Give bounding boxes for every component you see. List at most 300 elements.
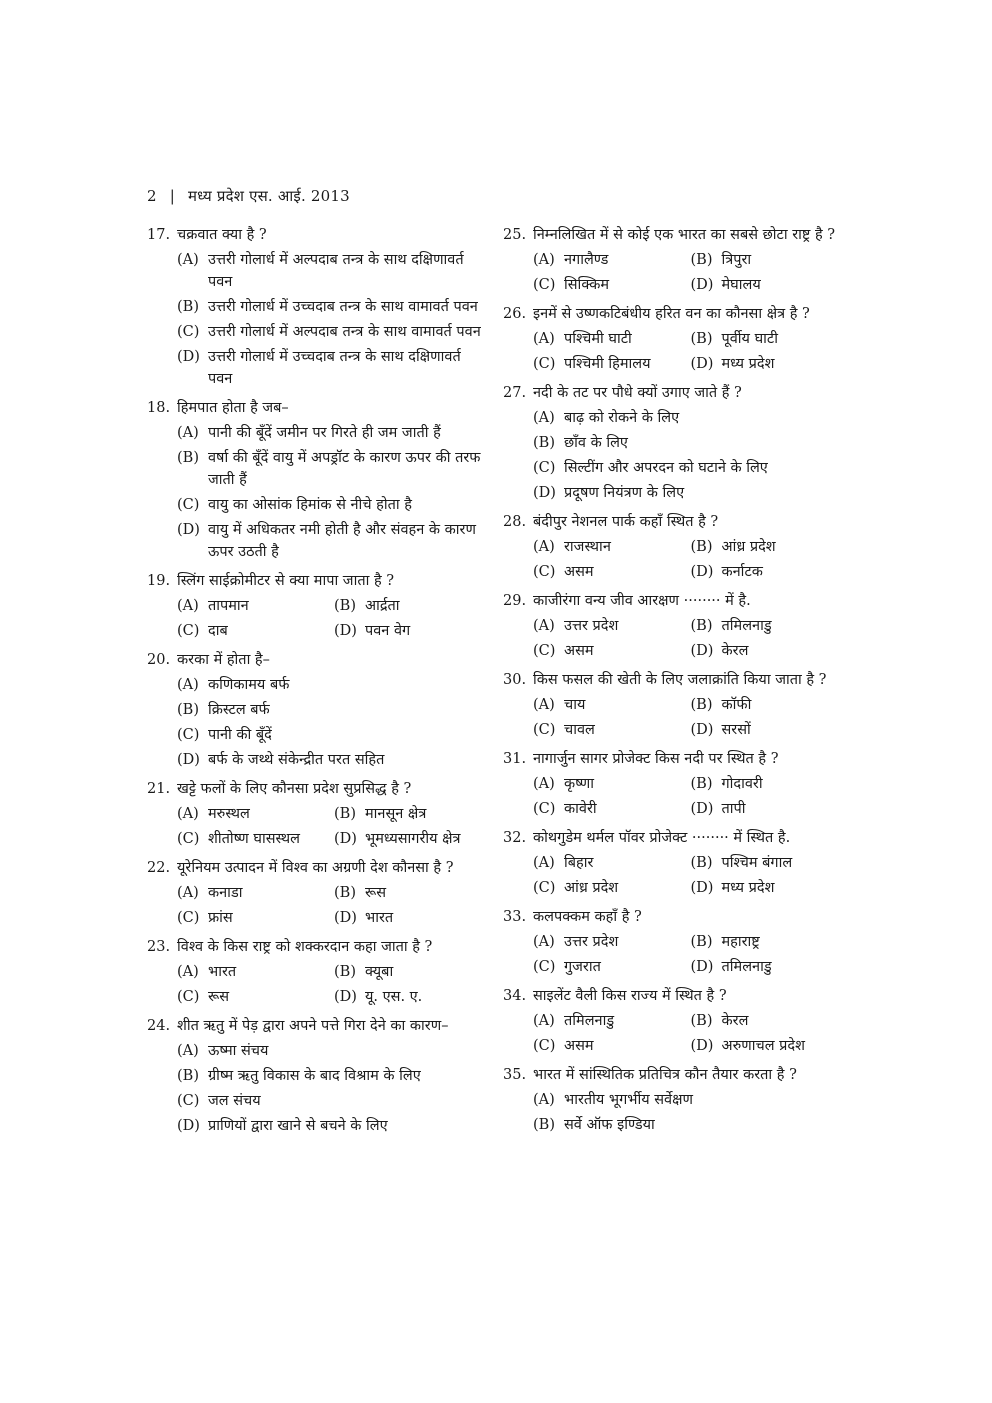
option-label: (D) [690,722,714,738]
option-text: ग्रीष्म ऋतु विकास के बाद विश्राम के लिए [208,1068,421,1084]
answer-option [334,620,489,642]
answer-option [334,986,489,1008]
question-item [147,857,489,929]
option-label: (A) [533,855,555,871]
question-item [503,224,848,296]
question-item [503,1064,848,1136]
option-label: (C) [533,564,556,580]
option-label: (C) [533,1038,556,1054]
option-label: (C) [177,623,200,639]
options-grid [503,1010,848,1057]
option-text: गुजरात [564,959,601,975]
answer-option [691,249,849,271]
option-text: मानसून क्षेत्र [365,806,427,822]
option-label: (A) [533,539,555,555]
answer-option [533,561,691,583]
option-text: उत्तरी गोलार्ध में उच्चदाब तन्त्र के साथ दक्षिणावर्त पवन [208,349,461,387]
options-grid [503,773,848,820]
option-label: (C) [177,831,200,847]
option-label: (C) [533,277,556,293]
answer-option [533,640,691,662]
answer-option [177,620,334,642]
answer-option [147,674,489,696]
option-text: अरुणाचल प्रदेश [721,1038,805,1054]
answer-option [533,536,691,558]
question-text: काजीरंगा वन्य जीव आरक्षण ········ में है. [533,593,751,609]
question-line [503,511,848,533]
option-label: (C) [177,727,200,743]
question-number: 17. [147,227,171,243]
option-text: भारतीय भूगर्भीय सर्वेक्षण [564,1092,693,1108]
option-text: कणिकामय बर्फ [208,677,290,693]
question-text: खट्टे फलों के लिए कौनसा प्रदेश सुप्रसिद्ध है ? [177,781,412,797]
option-label: (B) [334,885,356,901]
answer-option [691,877,849,899]
question-number: 30. [503,672,527,688]
option-text: कृष्णा [564,776,595,792]
option-text: तमिलनाडु [721,618,772,634]
question-number: 18. [147,400,171,416]
option-text: प्रदूषण नियंत्रण के लिए [564,485,685,501]
answer-option [147,422,489,444]
option-label: (B) [177,299,199,315]
option-text: कर्नाटक [721,564,763,580]
options-list [503,1089,848,1136]
option-label: (A) [533,697,555,713]
option-label: (C) [177,989,200,1005]
option-label: (D) [690,277,714,293]
question-number: 32. [503,830,527,846]
option-label: (D) [690,643,714,659]
answer-option [177,907,334,929]
option-text: आंध्र प्रदेश [564,880,619,896]
answer-option [691,798,849,820]
question-number: 25. [503,227,527,243]
option-label: (D) [334,989,357,1005]
question-number: 28. [503,514,527,530]
option-text: महाराष्ट्र [721,934,760,950]
question-line [503,906,848,928]
question-line [503,827,848,849]
answer-option [147,749,489,771]
question-item [503,590,848,662]
option-label: (A) [177,598,199,614]
answer-option [334,828,489,850]
answer-option [691,773,849,795]
answer-option [691,328,849,350]
answer-option [691,694,849,716]
option-text: प्राणियों द्वारा खाने से बचने के लिए [208,1118,388,1134]
answer-option [147,346,489,390]
question-number: 23. [147,939,171,955]
page-number: 2 [147,187,157,205]
option-text: तापी [721,801,746,817]
question-number: 27. [503,385,527,401]
option-label: (C) [177,497,200,513]
answer-option [503,1114,848,1136]
answer-option [334,907,489,929]
answer-option [147,1065,489,1087]
option-label: (B) [690,618,713,634]
question-line [503,1064,848,1086]
option-text: क्रिस्टल बर्फ [208,702,270,718]
options-list [147,422,489,563]
option-text: सरसों [721,722,751,738]
option-text: तमिलनाडु [564,1013,615,1029]
option-label: (D) [690,959,714,975]
options-grid [147,803,489,850]
option-label: (C) [533,959,556,975]
option-label: (B) [533,435,555,451]
option-text: भारत [208,964,237,980]
option-text: असम [564,643,594,659]
question-number: 21. [147,781,171,797]
option-text: केरल [721,643,749,659]
option-text: छाँव के लिए [564,435,628,451]
answer-option [533,852,691,874]
option-label: (C) [533,460,556,476]
answer-option [503,457,848,479]
option-label: (A) [177,806,199,822]
option-label: (A) [533,1013,555,1029]
left-question-column [147,224,489,1144]
option-text: पश्चिमी हिमालय [564,356,651,372]
option-text: पवन वेग [365,623,411,639]
option-text: भारत [365,910,394,926]
question-line [503,382,848,404]
answer-option [147,1090,489,1112]
answer-option [533,798,691,820]
option-label: (C) [177,1093,200,1109]
option-text: मध्य प्रदेश [721,880,775,896]
option-text: पानी की बूँदें जमीन पर गिरते ही जम जाती हैं [208,425,441,441]
answer-option [177,803,334,825]
option-text: फ्रांस [208,910,233,926]
option-text: वर्षा की बूँदें वायु में अपड्रॉट के कारण ऊपर की तरफ जाती हैं [208,450,481,488]
question-item [147,778,489,850]
option-text: बाढ़ को रोकने के लिए [564,410,680,426]
option-label: (D) [177,752,200,768]
option-label: (D) [334,623,357,639]
answer-option [147,1040,489,1062]
option-label: (B) [690,776,713,792]
option-text: भूमध्यसागरीय क्षेत्र [365,831,461,847]
question-number: 29. [503,593,527,609]
options-grid [503,931,848,978]
answer-option [691,852,849,874]
option-label: (A) [177,425,199,441]
question-item [503,827,848,899]
answer-option [334,595,489,617]
option-label: (D) [177,349,200,365]
question-line [503,669,848,691]
option-label: (B) [690,1013,713,1029]
option-label: (B) [690,252,713,268]
document-title: मध्य प्रदेश एस. आई. 2013 [187,187,350,205]
option-text: तमिलनाडु [721,959,772,975]
option-label: (B) [177,450,199,466]
question-line [503,303,848,325]
option-label: (B) [334,806,356,822]
question-line [503,590,848,612]
option-text: जल संचय [208,1093,261,1109]
question-item [147,936,489,1008]
options-grid [503,694,848,741]
question-line [147,224,489,246]
answer-option [533,931,691,953]
option-text: कनाडा [208,885,243,901]
option-text: त्रिपुरा [721,252,752,268]
answer-option [503,432,848,454]
question-item [147,397,489,563]
options-grid [503,615,848,662]
answer-option [147,494,489,516]
option-text: कॉफी [721,697,752,713]
question-number: 24. [147,1018,171,1034]
option-text: गोदावरी [721,776,763,792]
option-text: वायु का ओसांक हिमांक से नीचे होता है [208,497,412,513]
question-line [503,224,848,246]
question-text: नागार्जुन सागर प्रोजेक्ट किस नदी पर स्थित है ? [533,751,779,767]
question-text: बंदीपुर नेशनल पार्क कहाँ स्थित है ? [533,514,719,530]
options-grid [503,536,848,583]
right-question-column [503,224,848,1143]
option-label: (A) [177,677,199,693]
option-text: सर्वे ऑफ इण्डिया [564,1117,655,1133]
question-line [147,649,489,671]
option-label: (D) [690,1038,714,1054]
option-label: (B) [533,1117,555,1133]
option-text: तापमान [208,598,249,614]
option-label: (A) [533,331,555,347]
answer-option [177,828,334,850]
option-text: असम [564,1038,594,1054]
question-item [147,570,489,642]
answer-option [533,1035,691,1057]
option-text: उत्तर प्रदेश [564,618,619,634]
question-number: 34. [503,988,527,1004]
option-text: बर्फ के जथ्थे संकेन्द्रीत परत सहित [208,752,385,768]
answer-option [691,1035,849,1057]
question-text: कलपक्कम कहाँ है ? [533,909,642,925]
option-text: नगालैण्ड [564,252,609,268]
question-text: कोथगुडेम थर्मल पॉवर प्रोजेक्ट ········ में स्थित है. [533,830,791,846]
answer-option [533,1010,691,1032]
question-text: नदी के तट पर पौधे क्यों उगाए जाते हैं ? [533,385,742,401]
option-text: पश्चिम बंगाल [721,855,793,871]
option-label: (C) [533,643,556,659]
question-text: करका में होता है– [177,652,270,668]
options-list [147,674,489,771]
option-label: (B) [334,598,356,614]
option-text: दाब [208,623,228,639]
answer-option [533,694,691,716]
question-text: स्लिंग साईक्रोमीटर से क्या मापा जाता है ? [177,573,395,589]
answer-option [147,249,489,293]
question-number: 19. [147,573,171,589]
option-text: राजस्थान [564,539,611,555]
option-text: पश्चिमी घाटी [564,331,632,347]
option-label: (B) [690,539,713,555]
header-separator: | [169,187,175,205]
options-grid [147,961,489,1008]
option-label: (D) [177,522,200,538]
answer-option [177,961,334,983]
answer-option [147,321,489,343]
option-text: रूस [365,885,387,901]
answer-option [691,956,849,978]
option-label: (C) [533,880,556,896]
question-item [503,985,848,1057]
answer-option [533,249,691,271]
option-text: केरल [721,1013,749,1029]
answer-option [691,536,849,558]
question-text: चक्रवात क्या है ? [177,227,267,243]
option-label: (A) [533,934,555,950]
option-text: शीतोष्ण घासस्थल [208,831,300,847]
question-number: 20. [147,652,171,668]
question-number: 26. [503,306,527,322]
answer-option [334,961,489,983]
answer-option [177,882,334,904]
option-label: (D) [334,910,357,926]
answer-option [691,274,849,296]
answer-option [691,353,849,375]
answer-option [334,803,489,825]
option-text: मध्य प्रदेश [721,356,775,372]
question-number: 31. [503,751,527,767]
option-label: (D) [177,1118,200,1134]
answer-option [177,986,334,1008]
answer-option [503,482,848,504]
option-label: (C) [533,722,556,738]
option-label: (B) [690,934,713,950]
option-label: (B) [690,855,713,871]
answer-option [533,956,691,978]
answer-option [691,561,849,583]
option-label: (A) [533,1092,555,1108]
question-item [503,382,848,504]
answer-option [533,615,691,637]
question-number: 35. [503,1067,527,1083]
option-label: (B) [177,702,199,718]
answer-option [533,877,691,899]
options-grid [503,852,848,899]
answer-option [533,328,691,350]
answer-option [147,699,489,721]
option-text: ऊष्मा संचय [208,1043,269,1059]
options-list [503,407,848,504]
page-header [147,186,350,206]
option-text: पूर्वीय घाटी [721,331,778,347]
question-text: हिमपात होता है जब– [177,400,289,416]
question-item [503,303,848,375]
options-list [147,1040,489,1137]
answer-option [533,274,691,296]
question-item [503,669,848,741]
option-text: चावल [564,722,595,738]
option-label: (C) [177,324,200,340]
option-label: (B) [690,697,713,713]
question-line [147,397,489,419]
answer-option [177,595,334,617]
question-item [503,906,848,978]
option-label: (D) [690,801,714,817]
option-text: रूस [208,989,230,1005]
option-label: (A) [177,252,199,268]
option-label: (B) [177,1068,199,1084]
option-label: (C) [177,910,200,926]
question-number: 22. [147,860,171,876]
option-text: सिल्टींग और अपरदन को घटाने के लिए [564,460,768,476]
option-text: पानी की बूँदें [208,727,272,743]
answer-option [503,1089,848,1111]
answer-option [334,882,489,904]
option-text: असम [564,564,594,580]
option-label: (A) [533,776,555,792]
option-label: (A) [177,1043,199,1059]
option-text: आंध्र प्रदेश [721,539,776,555]
question-text: इनमें से उष्णकटिबंधीय हरित वन का कौनसा क्षेत्र है ? [533,306,810,322]
option-text: क्यूबा [365,964,394,980]
option-label: (D) [690,880,714,896]
option-text: कावेरी [564,801,597,817]
option-label: (D) [690,564,714,580]
option-label: (A) [533,252,555,268]
question-item [147,1015,489,1137]
answer-option [691,640,849,662]
option-label: (A) [177,885,199,901]
options-grid [147,882,489,929]
answer-option [691,1010,849,1032]
answer-option [691,615,849,637]
answer-option [503,407,848,429]
answer-option [691,719,849,741]
answer-option [147,1115,489,1137]
option-label: (C) [533,356,556,372]
question-item [503,748,848,820]
option-text: उत्तर प्रदेश [564,934,619,950]
option-text: सिक्किम [564,277,610,293]
option-label: (D) [690,356,714,372]
question-text: निम्नलिखित में से कोई एक भारत का सबसे छोटा राष्ट्र है ? [533,227,836,243]
question-line [147,778,489,800]
option-text: मरुस्थल [208,806,250,822]
options-grid [147,595,489,642]
answer-option [147,724,489,746]
option-label: (A) [177,964,199,980]
question-text: साइलेंट वैली किस राज्य में स्थित है ? [533,988,727,1004]
option-text: आर्द्रता [365,598,400,614]
answer-option [691,931,849,953]
question-text: शीत ऋतु में पेड़ द्वारा अपने पत्ते गिरा देने का कारण– [177,1018,449,1034]
answer-option [533,773,691,795]
option-label: (D) [334,831,357,847]
answer-option [533,353,691,375]
option-label: (A) [533,410,555,426]
option-label: (A) [533,618,555,634]
option-text: मेघालय [721,277,761,293]
answer-option [147,296,489,318]
question-line [147,570,489,592]
option-text: उत्तरी गोलार्ध में अल्पदाब तन्त्र के साथ दक्षिणावर्त पवन [208,252,464,290]
option-text: चाय [564,697,586,713]
question-item [503,511,848,583]
options-list [147,249,489,390]
option-text: यू. एस. ए. [365,989,423,1005]
question-line [503,985,848,1007]
question-line [147,1015,489,1037]
